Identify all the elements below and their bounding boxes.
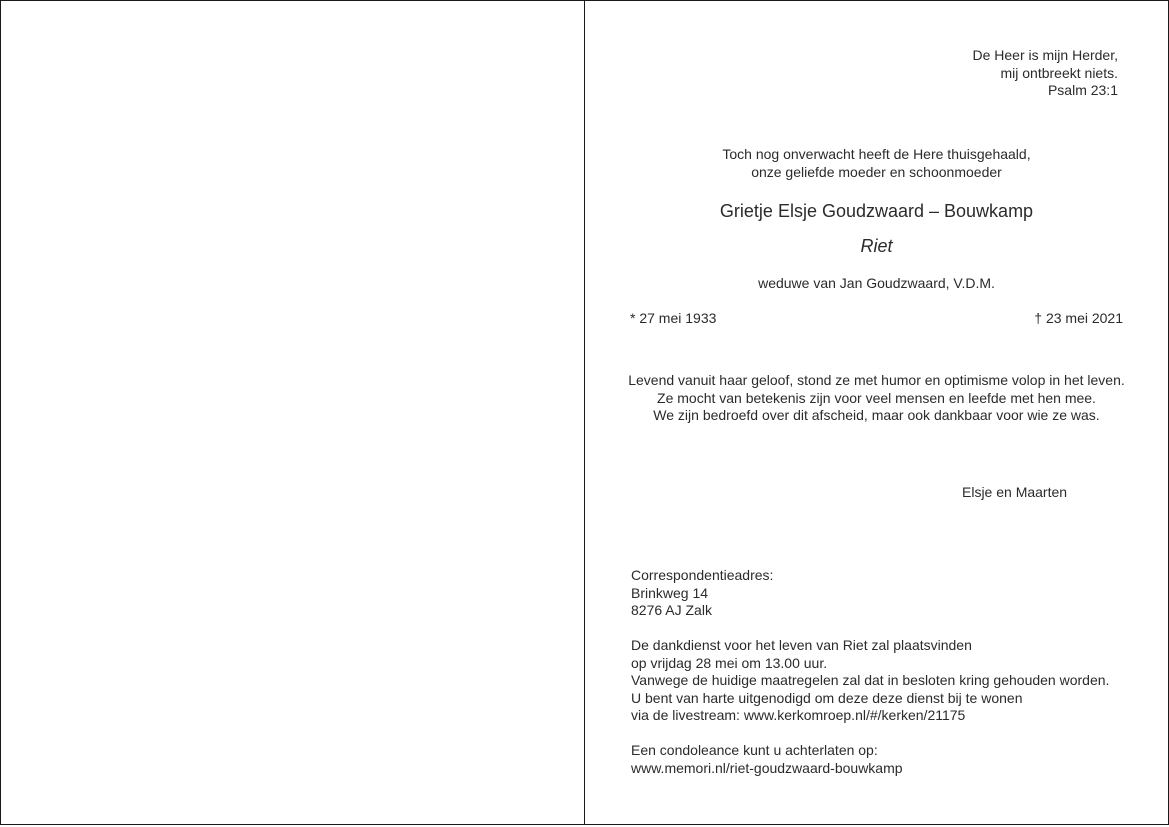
tribute-line: We zijn bedroefd over dit afscheid, maar ook dankbaar voor wie ze was. bbox=[653, 407, 1100, 423]
family-names: Elsje en Maarten bbox=[962, 484, 1068, 500]
correspondence-address bbox=[631, 567, 773, 620]
deceased-name: Grietje Elsje Goudzwaard – Bouwkamp bbox=[719, 201, 1034, 221]
psalm-line: mij ontbreekt niets. bbox=[1000, 64, 1118, 81]
tribute-line: Levend vanuit haar geloof, stond ze met humor en optimisme volop in het leven. bbox=[628, 372, 1125, 388]
service-line: via de livestream: www.kerkomroep.nl/#/kerken/21175 bbox=[631, 707, 966, 723]
death-date: † 23 mei 2021 bbox=[1034, 310, 1123, 326]
service-line: U bent van harte uitgenodigd om deze deze dienst bij te wonen bbox=[631, 689, 1023, 706]
widow-of: weduwe van Jan Goudzwaard, V.D.M. bbox=[758, 275, 995, 291]
psalm-quote bbox=[973, 47, 1119, 100]
service-line: De dankdienst voor het leven van Riet zal plaatsvinden bbox=[631, 637, 972, 653]
service-info bbox=[631, 637, 1109, 725]
deceased-nickname: Riet bbox=[860, 236, 893, 256]
announcement-line: onze geliefde moeder en schoonmoeder bbox=[751, 163, 1002, 180]
condolence-label: Een condoleance kunt u achterlaten op: bbox=[631, 742, 878, 758]
correspondence-label: Correspondentieadres: bbox=[631, 567, 774, 583]
psalm-line: De Heer is mijn Herder, bbox=[972, 47, 1118, 63]
birth-date: * 27 mei 1933 bbox=[630, 310, 717, 326]
announcement bbox=[630, 146, 1123, 181]
correspondence-street: Brinkweg 14 bbox=[631, 584, 709, 601]
tribute bbox=[624, 372, 1129, 425]
correspondence-city: 8276 AJ Zalk bbox=[631, 602, 712, 618]
tribute-line: Ze mocht van betekenis zijn voor veel mensen en leefde met hen mee. bbox=[657, 389, 1096, 406]
psalm-reference: Psalm 23:1 bbox=[1047, 82, 1118, 98]
condolence-url: www.memori.nl/riet-goudzwaard-bouwkamp bbox=[631, 759, 903, 776]
condolence-info bbox=[631, 742, 903, 777]
announcement-line: Toch nog onverwacht heeft de Here thuisgehaald, bbox=[722, 146, 1031, 162]
service-line: op vrijdag 28 mei om 13.00 uur. bbox=[631, 654, 828, 671]
service-line: Vanwege de huidige maatregelen zal dat in besloten kring gehouden worden. bbox=[631, 672, 1110, 688]
